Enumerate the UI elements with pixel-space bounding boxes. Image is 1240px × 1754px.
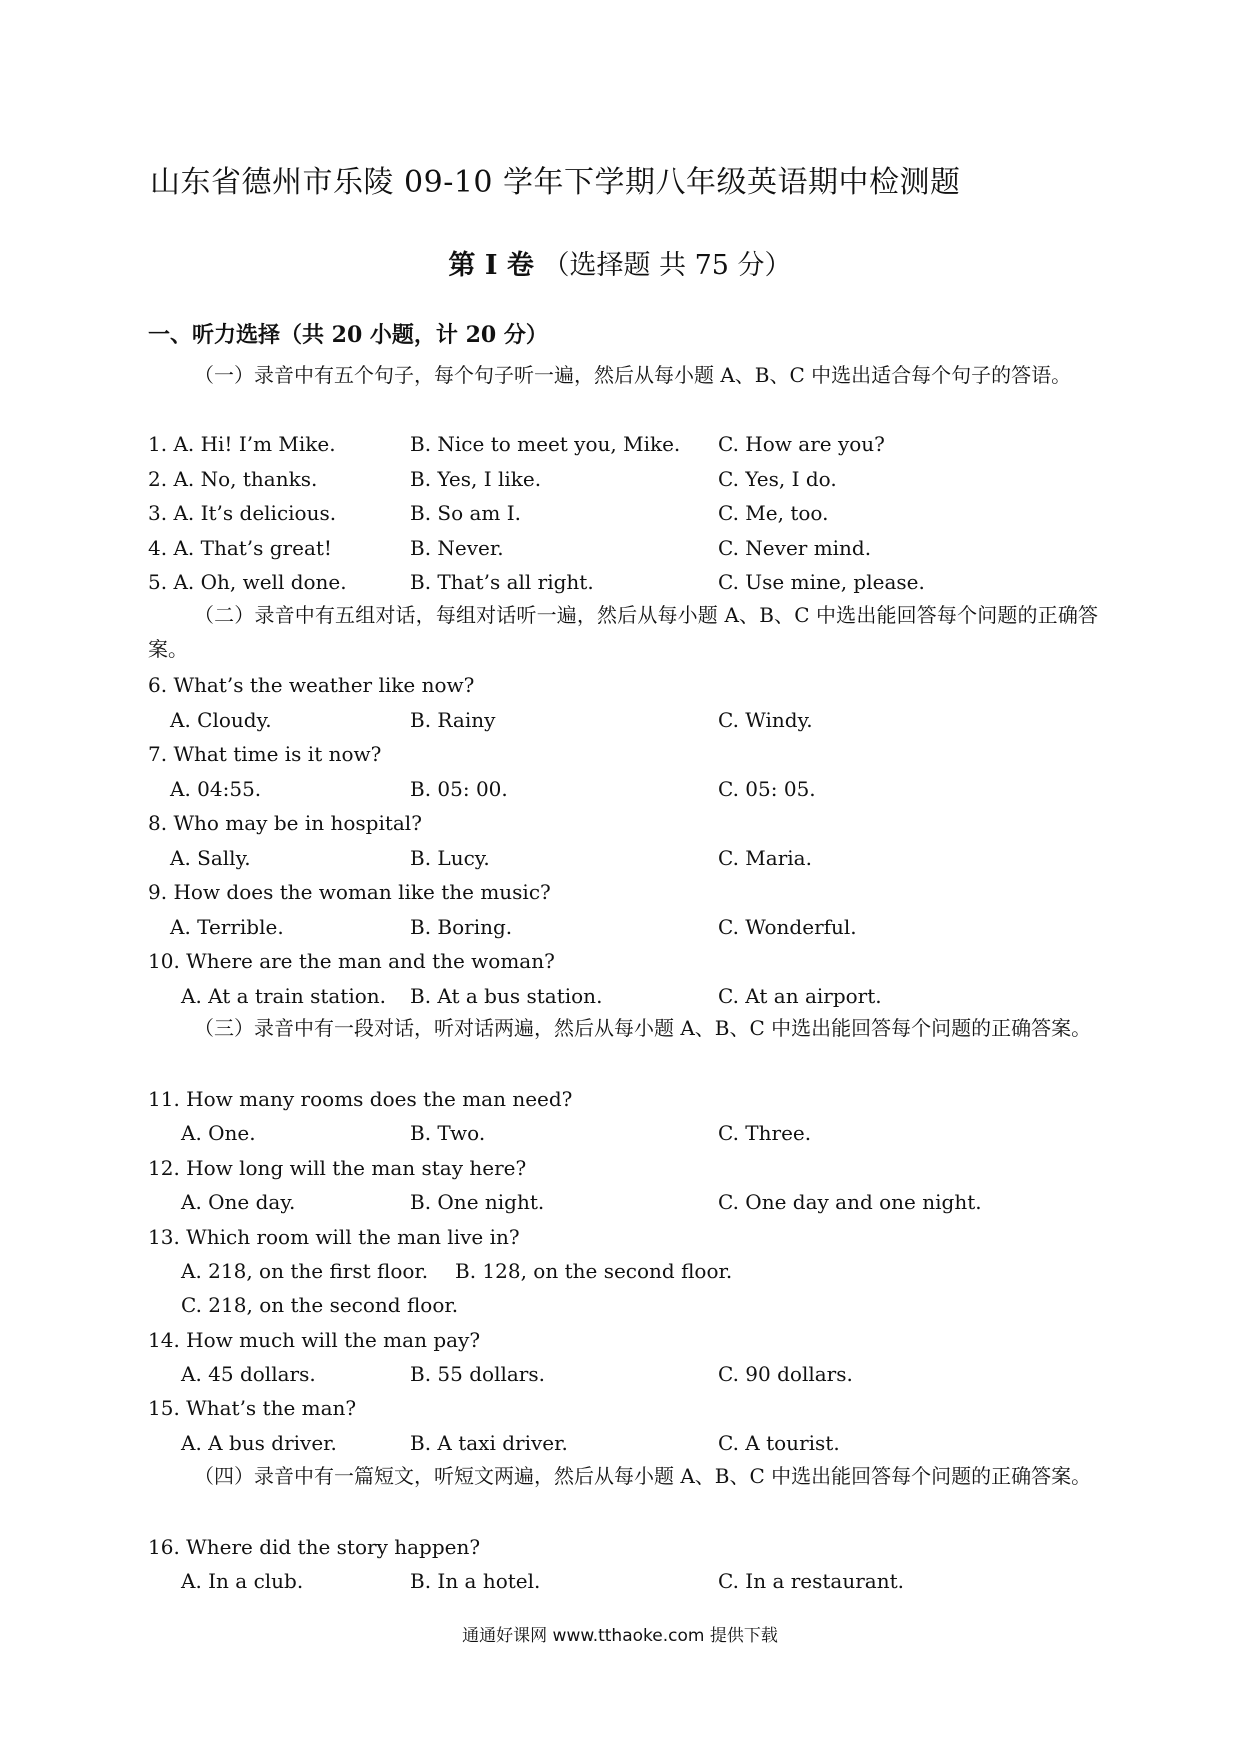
q15-option-a: A. A bus driver. [181, 1431, 337, 1455]
q8-option-b: B. Lucy. [410, 846, 490, 870]
q13-stem: 13. Which room will the man live in? [148, 1225, 520, 1249]
q3-option-c: C. Me, too. [718, 501, 829, 525]
q12-option-b: B. One night. [410, 1190, 545, 1214]
q8-option-c: C. Maria. [718, 846, 812, 870]
page-footer: 通通好课网 www.tthaoke.com 提供下载 [462, 1626, 778, 1646]
q8-stem: 8. Who may be in hospital? [148, 811, 422, 835]
q10-option-b: B. At a bus station. [410, 984, 603, 1008]
instruction-4: （四）录音中有一篇短文，听短文两遍，然后从每小题 A、B、C 中选出能回答每个问题的正确答案。 [194, 1464, 1092, 1488]
q2-option-a: 2. A. No, thanks. [148, 467, 318, 491]
q4-option-a: 4. A. That’s great! [148, 536, 332, 560]
q2-option-b: B. Yes, I like. [410, 467, 542, 491]
q9-option-c: C. Wonderful. [718, 915, 857, 939]
q7-option-a: A. 04:55. [170, 777, 262, 801]
section-heading: 一、听力选择（共 20 小题，计 20 分） [148, 322, 548, 348]
q1-option-a: 1. A. Hi! I’m Mike. [148, 432, 336, 456]
q3-option-a: 3. A. It’s delicious. [148, 501, 337, 525]
q6-option-b: B. Rainy [410, 708, 496, 732]
q6-option-c: C. Windy. [718, 708, 813, 732]
q16-option-c: C. In a restaurant. [718, 1569, 904, 1593]
q14-option-b: B. 55 dollars. [410, 1362, 545, 1386]
q16-stem: 16. Where did the story happen? [148, 1535, 481, 1559]
q6-stem: 6. What’s the weather like now? [148, 673, 475, 697]
q1-option-b: B. Nice to meet you, Mike. [410, 432, 681, 456]
q7-stem: 7. What time is it now? [148, 742, 382, 766]
q13-option-b: B. 128, on the second floor. [455, 1259, 733, 1283]
instruction-3: （三）录音中有一段对话，听对话两遍，然后从每小题 A、B、C 中选出能回答每个问题的正确答案。 [194, 1016, 1092, 1040]
q4-option-b: B. Never. [410, 536, 504, 560]
q10-option-a: A. At a train station. [181, 984, 387, 1008]
q10-stem: 10. Where are the man and the woman? [148, 949, 555, 973]
q12-option-c: C. One day and one night. [718, 1190, 982, 1214]
q2-option-c: C. Yes, I do. [718, 467, 837, 491]
q9-option-a: A. Terrible. [170, 915, 284, 939]
q14-option-a: A. 45 dollars. [181, 1362, 316, 1386]
q14-stem: 14. How much will the man pay? [148, 1328, 481, 1352]
q5-option-b: B. That’s all right. [410, 570, 594, 594]
q6-option-a: A. Cloudy. [170, 708, 272, 732]
q9-option-b: B. Boring. [410, 915, 513, 939]
part-label: 第 I 卷 [448, 250, 534, 281]
q10-option-c: C. At an airport. [718, 984, 882, 1008]
document-title: 山东省德州市乐陵 09-10 学年下学期八年级英语期中检测题 [150, 165, 961, 200]
q15-stem: 15. What’s the man? [148, 1396, 357, 1420]
q1-option-c: C. How are you? [718, 432, 885, 456]
q5-option-a: 5. A. Oh, well done. [148, 570, 347, 594]
q15-option-c: C. A tourist. [718, 1431, 840, 1455]
q5-option-c: C. Use mine, please. [718, 570, 925, 594]
q9-stem: 9. How does the woman like the music? [148, 880, 551, 904]
q13-option-a: A. 218, on the first floor. [181, 1259, 429, 1283]
q4-option-c: C. Never mind. [718, 536, 872, 560]
instruction-2: （二）录音中有五组对话，每组对话听一遍，然后从每小题 A、B、C 中选出能回答每个问题的正确答案。 [148, 603, 1098, 661]
q15-option-b: B. A taxi driver. [410, 1431, 568, 1455]
q11-stem: 11. How many rooms does the man need? [148, 1087, 573, 1111]
q7-option-c: C. 05: 05. [718, 777, 816, 801]
q16-option-b: B. In a hotel. [410, 1569, 541, 1593]
q11-option-c: C. Three. [718, 1121, 812, 1145]
q11-option-a: A. One. [181, 1121, 256, 1145]
q16-option-a: A. In a club. [181, 1569, 304, 1593]
q8-option-a: A. Sally. [170, 846, 251, 870]
part-title [0, 248, 1240, 284]
q14-option-c: C. 90 dollars. [718, 1362, 853, 1386]
q12-stem: 12. How long will the man stay here? [148, 1156, 527, 1180]
q13-option-c: C. 218, on the second floor. [181, 1293, 459, 1317]
q3-option-b: B. So am I. [410, 501, 522, 525]
q11-option-b: B. Two. [410, 1121, 486, 1145]
q7-option-b: B. 05: 00. [410, 777, 508, 801]
instruction-1: （一）录音中有五个句子，每个句子听一遍，然后从每小题 A、B、C 中选出适合每个句子的答语。 [194, 363, 1072, 387]
q12-option-a: A. One day. [181, 1190, 296, 1214]
part-description: （选择题 共 75 分） [542, 250, 792, 281]
